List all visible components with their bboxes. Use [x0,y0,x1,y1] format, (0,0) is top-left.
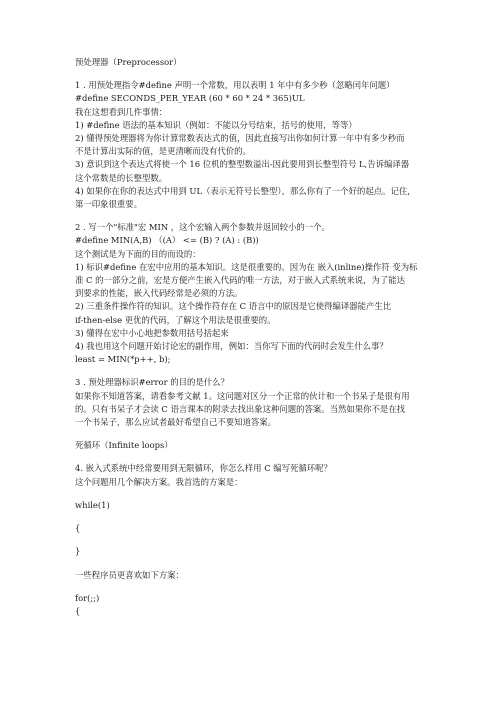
q1-line: #define SECONDS_PER_YEAR (60 * 60 * 24 * 365)UL [75,93,305,104]
q1-line: 不是计算出实际的值，是更清晰而没有代价的。 [75,146,251,157]
code-line: { [75,605,81,616]
q4-line: 4. 嵌入式系统中经常要用到无限循环，你怎么样用 C 编写死循环呢？ [75,463,332,474]
code-line: } [75,546,81,557]
q2-line: 2 . 写一个"标准"宏 MIN ，这个宏输入两个参数并返回较小的一个。 [75,222,330,233]
q1-line: 我在这想看到几件事情： [75,106,168,117]
q2-line: 这个测试是为下面的目的而设的： [75,248,201,259]
q2-line: 4) 我也用这个问题开始讨论宏的副作用，例如：当你写下面的代码时会发生什么事？ [75,341,388,352]
q3-line: 如果你不知道答案，请看参考文献 1。这问题对区分一个正常的伙计和一个书呆子是很有用 [75,390,410,401]
q1-line: 3) 意识到这个表达式将使一个 16 位机的整型数溢出-因此要用到长整型符号 L,告诉编译器 [75,159,410,170]
q1-line: 1) #define 语法的基本知识（例如：不能以分号结束，括号的使用，等等） [75,119,357,130]
code-line: { [75,523,81,534]
q4-line: 这个问题用几个解决方案。我首选的方案是： [75,476,243,487]
q2-line: 1) 标识#define 在宏中应用的基本知识。这是很重要的。因为在 嵌入(inline)操作符 变为标 [75,261,418,272]
q1-line: 2) 懂得预处理器将为你计算常数表达式的值，因此直接写出你如何计算一年中有多少秒而 [75,133,405,144]
q2-line: 2) 三重条件操作符的知识。这个操作符存在 C 语言中的原因是它使得编译器能产生比 [75,301,392,312]
code-line: while(1) [75,499,110,510]
q2-line: 到要求的性能，嵌入代码经常是必须的方法。 [75,288,243,299]
q3-line: 的。只有书呆子才会读 C 语言课本的附录去找出象这种问题的答案。当然如果你不是在找 [75,403,405,414]
q2-line: if-then-else 更优的代码，了解这个用法是很重要的。 [75,314,276,325]
q1-line: 1 . 用预处理指令#define 声明一个常数，用以表明 1 年中有多少秒（忽略闰年问题） [75,80,395,91]
q2-line: least = MIN(*p++, b); [75,354,171,365]
q3-line: 一个书呆子，那么应试者最好希望自己不要知道答案。 [75,417,276,428]
q3-line: 3 . 预处理器标识#error 的目的是什么？ [75,377,229,388]
section-heading: 死循环（Infinite loops） [75,440,173,451]
q1-line: 第一印象很重要。 [75,199,142,210]
document-heading: 预处理器（Preprocessor） [75,57,182,67]
q2-line: #define MIN(A,B) （(A） <= (B) ? (A) : (B)) [75,235,259,246]
q2-line: 3) 懂得在宏中小心地把参数用括号括起来 [75,327,229,338]
document-page [75,56,435,618]
code-line: for(;;) [75,592,100,603]
q4b-line: 一些程序员更喜欢如下方案： [75,569,184,580]
q1-line: 4) 如果你在你的表达式中用到 UL（表示无符号长整型），那么你有了一个好的起点。记住， [75,185,416,196]
q2-line: 准 C 的一部分之前，宏是方便产生嵌入代码的唯一方法，对于嵌入式系统来说，为了能达 [75,275,405,286]
q1-line: 这个常数是的长整型数。 [75,172,168,183]
